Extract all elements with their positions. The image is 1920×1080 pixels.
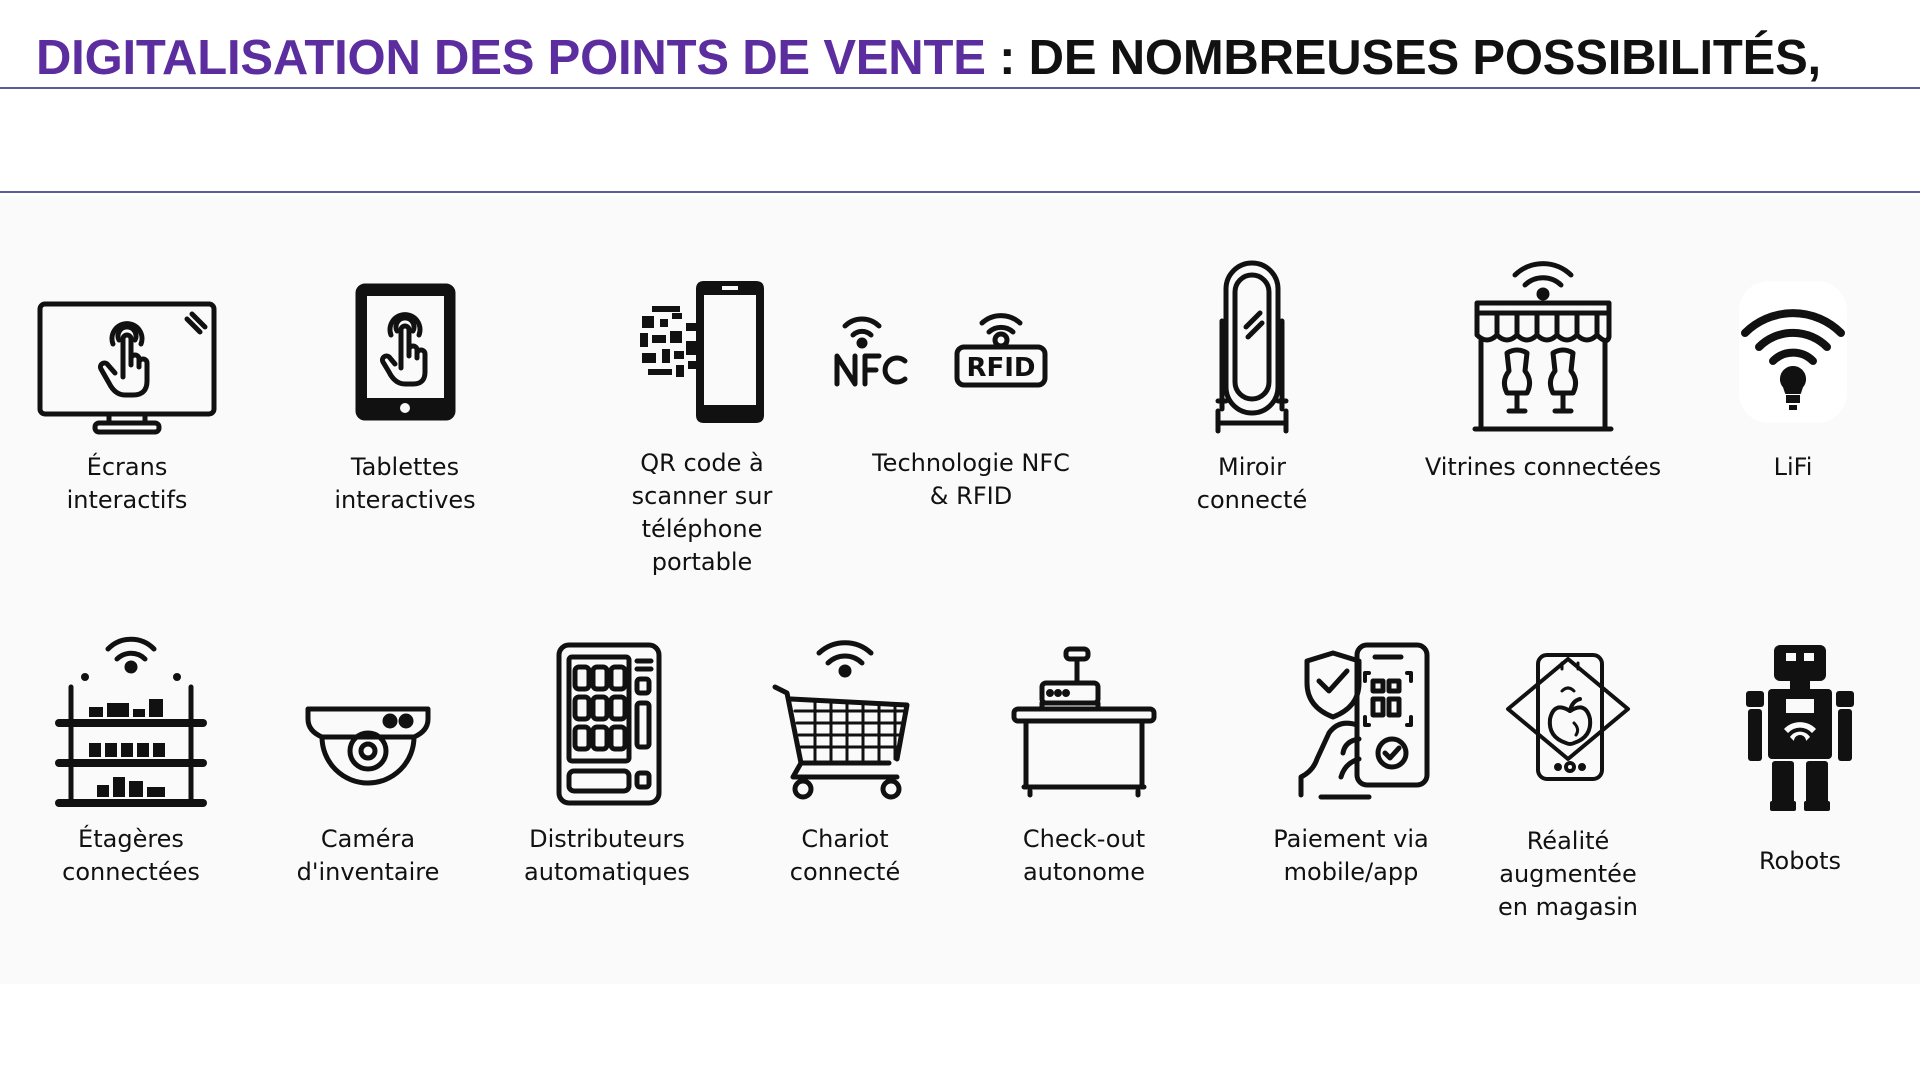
ar-phone-icon — [1478, 639, 1658, 819]
feature-label: LiFi — [1773, 453, 1813, 481]
feature-label: Écrans interactifs — [66, 453, 188, 514]
storefront-wifi-icon — [1453, 261, 1633, 441]
qr-phone-icon — [612, 261, 792, 441]
svg-text:RFID: RFID — [966, 353, 1036, 383]
feature-label: Paiement via mobile/app — [1273, 825, 1429, 886]
dome-camera-icon — [278, 639, 458, 819]
feature-label: Check-out autonome — [1022, 825, 1146, 886]
mobile-payment-icon — [1261, 639, 1441, 819]
features-panel — [0, 196, 1920, 984]
feature-label: Réalité augmentée en magasin — [1497, 827, 1638, 921]
vending-machine-icon — [517, 639, 697, 819]
connected-shelves-icon — [41, 639, 221, 819]
touch-tablet-icon — [315, 261, 495, 441]
mirror-icon — [1162, 261, 1342, 441]
feature-label: Vitrines connectées — [1424, 453, 1662, 481]
feature-label: Chariot connecté — [789, 825, 901, 886]
title-rest: : DE NOMBREUSES POSSIBILITÉS, — [985, 31, 1821, 85]
feature-label: QR code à scanner sur téléphone portable — [631, 449, 773, 576]
shopping-cart-wifi-icon — [755, 639, 935, 819]
feature-label: Robots — [1758, 847, 1842, 875]
feature-label: Caméra d'inventaire — [296, 825, 440, 886]
feature-label: Distributeurs automatiques — [524, 825, 690, 886]
page-title — [36, 28, 1916, 88]
title-accent: DIGITALISATION DES POINTS DE VENTE — [36, 31, 986, 85]
section-divider — [0, 191, 1920, 193]
nfc-rfid-icon — [881, 261, 1061, 441]
feature-label: Tablettes interactives — [334, 453, 476, 514]
checkout-counter-icon — [994, 639, 1174, 819]
feature-label: Étagères connectées — [62, 825, 200, 886]
robot-icon — [1710, 639, 1890, 819]
title-underline — [0, 87, 1920, 89]
touch-screen-icon — [37, 261, 217, 441]
feature-label: Technologie NFC & RFID — [872, 449, 1070, 510]
lifi-bulb-icon — [1703, 261, 1883, 441]
feature-label: Miroir connecté — [1196, 453, 1308, 514]
